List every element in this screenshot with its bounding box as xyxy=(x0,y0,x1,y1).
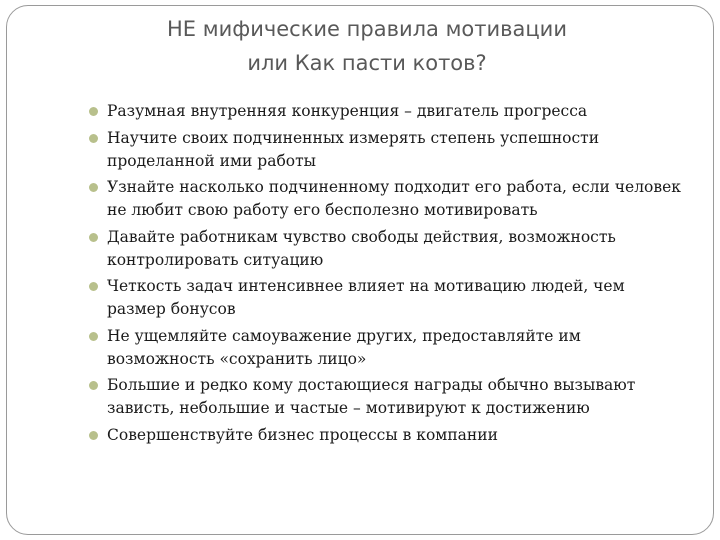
bullet-text: Не ущемляйте самоуважение других, предоставляйте им возможность «сохранить лицо» xyxy=(107,326,581,368)
bullet-item xyxy=(87,226,687,272)
bullet-item xyxy=(87,424,687,447)
bullet-dot-icon xyxy=(89,183,98,192)
bullet-dot-icon xyxy=(89,107,98,116)
bullet-text: Давайте работникам чувство свободы действия, возможность контролировать ситуацию xyxy=(107,227,616,269)
bullet-text: Разумная внутренняя конкуренция – двигатель прогресса xyxy=(107,102,588,120)
bullet-dot-icon xyxy=(89,431,98,440)
bullet-dot-icon xyxy=(89,134,98,143)
title-line-2: или Как пасти котов? xyxy=(247,51,487,75)
bullet-item xyxy=(87,127,687,173)
bullet-text: Научите своих подчиненных измерять степень успешности проделанной ими работы xyxy=(107,128,600,170)
bullet-dot-icon xyxy=(89,233,98,242)
bullet-item xyxy=(87,325,687,371)
slide-title xyxy=(67,12,667,80)
bullet-item xyxy=(87,275,687,321)
bullet-item xyxy=(87,374,687,420)
bullet-text: Четкость задач интенсивнее влияет на мотивацию людей, чем размер бонусов xyxy=(107,277,625,318)
title-line-1: НЕ мифические правила мотивации xyxy=(167,17,567,41)
bullet-item xyxy=(87,176,687,222)
bullet-list xyxy=(87,100,687,450)
bullet-item xyxy=(87,100,687,123)
slide-frame xyxy=(6,5,714,535)
bullet-dot-icon xyxy=(89,381,98,390)
bullet-text: Большие и редко кому достающиеся награды обычно вызывают зависть, небольшие и частые – мотивируют к достижению xyxy=(107,376,636,417)
bullet-text: Узнайте насколько подчиненному подходит его работа, если человек не любит свою работу его бесполезно мотивировать xyxy=(107,178,681,219)
bullet-text: Совершенствуйте бизнес процессы в компании xyxy=(107,425,498,444)
bullet-dot-icon xyxy=(89,332,98,341)
bullet-dot-icon xyxy=(89,282,98,291)
